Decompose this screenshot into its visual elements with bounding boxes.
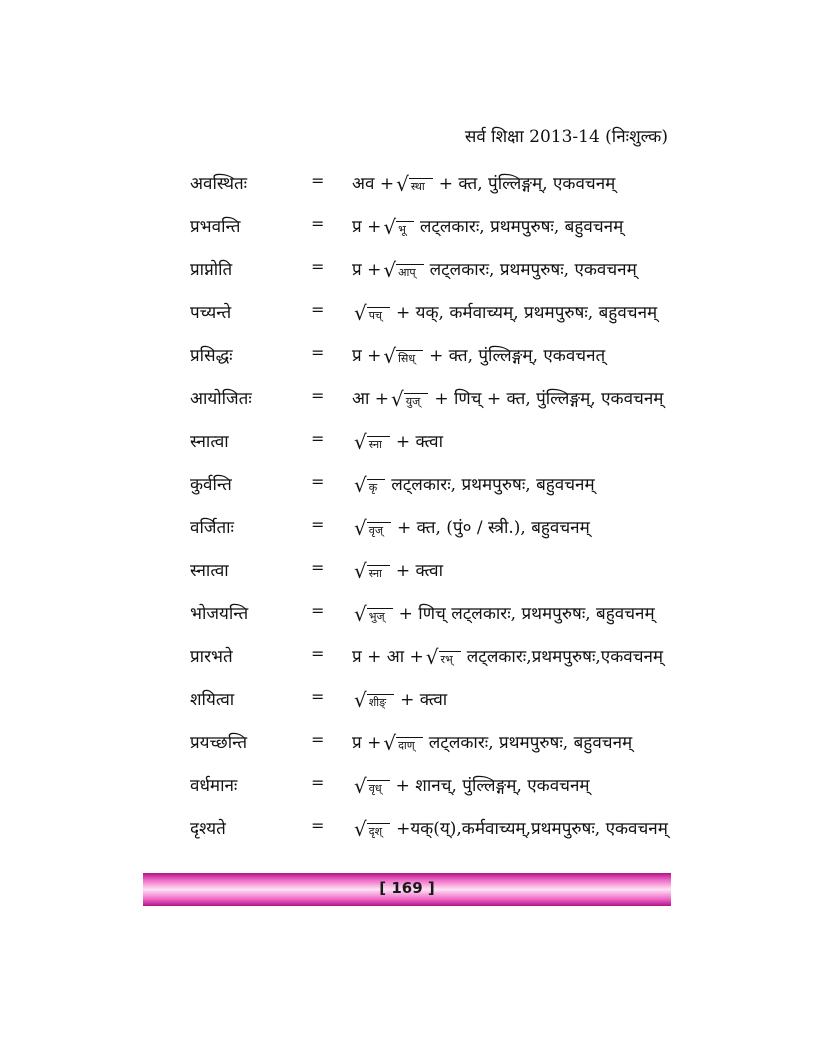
verb-root [383, 217, 413, 237]
root-text: पच् [367, 307, 390, 323]
equals-sign: = [311, 816, 325, 835]
equals-sign: = [311, 429, 325, 448]
suffix-text: लट्लकारः,प्रथमपुरुषः,एकवचनम् [466, 647, 664, 667]
prefix-text: प्र + [352, 260, 382, 280]
derived-word: भोजयन्ति [190, 604, 249, 624]
root-text: स्ना [367, 436, 390, 452]
verb-root [354, 604, 393, 624]
suffix-text: लट्लकारः, प्रथमपुरुषः, बहुवचनम् [391, 475, 595, 495]
equals-sign: = [311, 300, 325, 319]
root-text: वृध् [367, 780, 390, 796]
prefix-text: अव + [352, 174, 395, 194]
root-text: स्ना [367, 565, 390, 581]
derivation-breakdown [352, 429, 443, 452]
equals-sign: = [311, 515, 325, 534]
derived-word: प्राप्नोति [190, 260, 233, 280]
equals-sign: = [311, 257, 325, 276]
radical-sign-icon: √ [383, 731, 397, 755]
derivation-row [0, 515, 816, 558]
equals-sign: = [311, 386, 325, 405]
radical-sign-icon: √ [354, 688, 367, 712]
verb-root [391, 389, 428, 409]
radical-sign-icon: √ [354, 473, 367, 497]
derivation-breakdown [352, 257, 637, 280]
radical-sign-icon: √ [425, 645, 439, 669]
verb-root [354, 303, 390, 323]
verb-root [354, 690, 394, 710]
radical-sign-icon: √ [354, 817, 367, 841]
prefix-text: आ + [352, 389, 390, 409]
prefix-text: प्र + आ + [352, 647, 424, 667]
footer-band [143, 873, 671, 906]
suffix-text: + क्त, पुंल्लिङ्गम्, एकवचनत् [429, 346, 606, 366]
root-text: रभ् [439, 651, 461, 667]
equals-sign: = [311, 558, 325, 577]
derivation-breakdown [352, 773, 590, 796]
verb-root [383, 733, 422, 753]
radical-sign-icon: √ [391, 387, 404, 411]
derivation-row [0, 472, 816, 515]
verb-root [354, 776, 390, 796]
root-text: कृ [367, 479, 385, 495]
suffix-text: लट्लकारः, प्रथमपुरुषः, बहुवचनम् [419, 217, 624, 237]
equals-sign: = [311, 644, 325, 663]
derivation-row [0, 386, 816, 429]
derivation-breakdown [352, 558, 443, 581]
derivation-list [0, 171, 816, 859]
root-text: शीङ् [367, 694, 394, 710]
root-text: युज् [404, 393, 429, 409]
verb-root [354, 561, 390, 581]
suffix-text: + णिच् लट्लकारः, प्रथमपुरुषः, बहुवचनम् [398, 604, 655, 624]
radical-sign-icon: √ [354, 430, 367, 454]
derivation-breakdown [352, 601, 655, 624]
verb-root [383, 260, 423, 280]
derivation-breakdown [352, 515, 590, 538]
suffix-text: + शानच्, पुंल्लिङ्गम्, एकवचनम् [395, 776, 590, 796]
equals-sign: = [311, 730, 325, 749]
prefix-text: प्र + [352, 733, 382, 753]
derived-word: आयोजितः [190, 389, 252, 409]
equals-sign: = [311, 343, 325, 362]
derived-word: प्रयच्छन्ति [190, 733, 248, 753]
root-text: भू [396, 221, 414, 237]
verb-root [354, 518, 391, 538]
derivation-row [0, 687, 816, 730]
suffix-text: + यक्, कर्मवाच्यम्, प्रथमपुरुषः, बहुवचनम् [395, 303, 658, 323]
suffix-text: लट्लकारः, प्रथमपुरुषः, बहुवचनम् [428, 733, 633, 753]
derived-word: प्रभवन्ति [190, 217, 241, 237]
equals-sign: = [311, 687, 325, 706]
equals-sign: = [311, 601, 325, 620]
page-number: [ 169 ] [379, 879, 435, 897]
derived-word: शयित्वा [190, 690, 235, 710]
equals-sign: = [311, 214, 325, 233]
verb-root [426, 647, 461, 667]
root-text: दाण् [396, 737, 423, 753]
equals-sign: = [311, 171, 325, 190]
suffix-text: लट्लकारः, प्रथमपुरुषः, एकवचनम् [429, 260, 637, 280]
derived-word: प्रसिद्धः [190, 346, 233, 366]
derivation-row [0, 171, 816, 214]
derived-word: प्रारभते [190, 647, 233, 667]
derivation-breakdown [352, 300, 657, 323]
derivation-breakdown [352, 816, 668, 839]
root-text: आप् [396, 264, 424, 280]
suffix-text: + क्त्वा [400, 690, 448, 710]
suffix-text: + क्त, पुंल्लिङ्गम्, एकवचनम् [438, 174, 616, 194]
derived-word: स्नात्वा [190, 432, 229, 452]
radical-sign-icon: √ [396, 172, 409, 196]
derived-word: पच्यन्ते [190, 303, 232, 323]
derivation-breakdown [352, 644, 663, 667]
verb-root [354, 819, 390, 839]
derived-word: अवस्थितः [190, 174, 248, 194]
root-text: सिध् [396, 350, 423, 366]
derived-word: वर्जिताः [190, 518, 234, 538]
radical-sign-icon: √ [383, 258, 397, 282]
derivation-row [0, 773, 816, 816]
verb-root [354, 432, 390, 452]
derived-word: दृश्यते [190, 819, 226, 839]
verb-root [396, 174, 433, 194]
derivation-row [0, 214, 816, 257]
derivation-breakdown [352, 214, 623, 237]
root-text: स्था [409, 178, 433, 194]
suffix-text: + णिच् + क्त, पुंल्लिङ्गम्, एकवचनम् [434, 389, 664, 409]
derivation-breakdown [352, 171, 615, 194]
radical-sign-icon: √ [383, 215, 397, 239]
derivation-row [0, 257, 816, 300]
verb-root [383, 346, 423, 366]
derived-word: वर्धमानः [190, 776, 238, 796]
root-text: दृश् [367, 823, 390, 839]
suffix-text: + क्त्वा [395, 561, 444, 581]
prefix-text: प्र + [352, 346, 382, 366]
derivation-row [0, 816, 816, 859]
radical-sign-icon: √ [383, 344, 397, 368]
derivation-row [0, 558, 816, 601]
derivation-row [0, 343, 816, 386]
verb-root [354, 475, 385, 495]
radical-sign-icon: √ [354, 301, 367, 325]
derivation-breakdown [352, 687, 447, 710]
radical-sign-icon: √ [354, 559, 367, 583]
prefix-text: प्र + [352, 217, 382, 237]
equals-sign: = [311, 773, 325, 792]
derivation-breakdown [352, 730, 632, 753]
radical-sign-icon: √ [354, 516, 367, 540]
derivation-row [0, 644, 816, 687]
derivation-row [0, 429, 816, 472]
suffix-text: + क्त, (पुं० / स्त्री.), बहुवचनम् [397, 518, 590, 538]
derived-word: स्नात्वा [190, 561, 229, 581]
root-text: भुज् [367, 608, 393, 624]
equals-sign: = [311, 472, 325, 491]
suffix-text: + क्त्वा [395, 432, 444, 452]
derived-word: कुर्वन्ति [190, 475, 232, 495]
derivation-breakdown [352, 386, 663, 409]
root-text: वृज् [367, 522, 391, 538]
page-header: सर्व शिक्षा 2013-14 (निःशुल्क) [464, 127, 668, 147]
derivation-row [0, 601, 816, 644]
derivation-row [0, 300, 816, 343]
derivation-row [0, 730, 816, 773]
derivation-breakdown [352, 343, 605, 366]
radical-sign-icon: √ [354, 774, 367, 798]
suffix-text: +यक्(य्),कर्मवाच्यम्,प्रथमपुरुषः, एकवचनम् [396, 819, 668, 839]
radical-sign-icon: √ [354, 602, 367, 626]
derivation-breakdown [352, 472, 595, 495]
